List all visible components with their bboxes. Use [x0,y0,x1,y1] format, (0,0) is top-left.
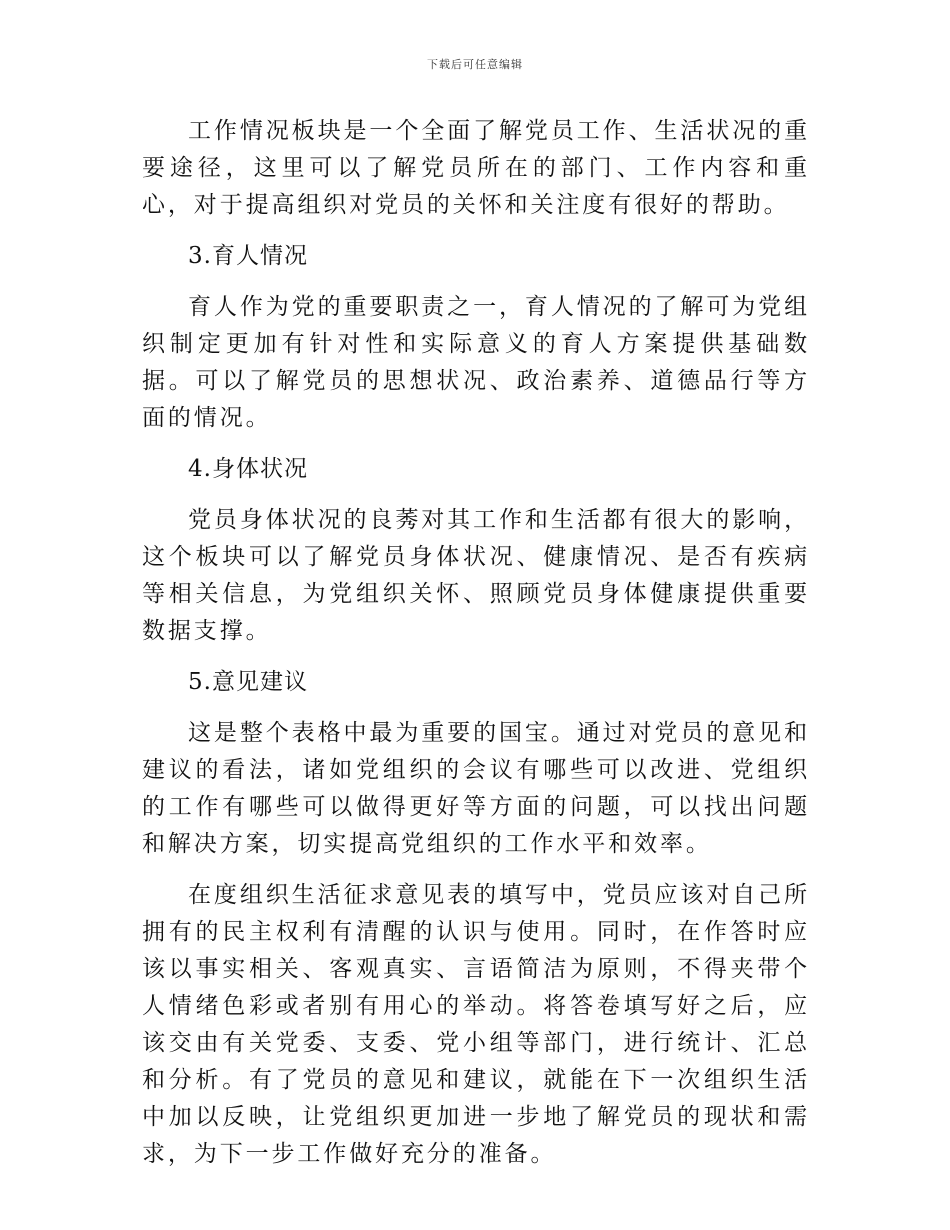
paragraph-work-situation: 工作情况板块是一个全面了解党员工作、生活状况的重要途径，这里可以了解党员所在的部门、工作内容和重心，对于提高组织对党员的关怀和关注度有很好的帮助。 [142,118,810,218]
paragraph-suggestions: 这是整个表格中最为重要的国宝。通过对党员的意见和建议的看法，诸如党组织的会议有哪些可以改进、党组织的工作有哪些可以做得更好等方面的问题，可以找出问题和解决方案，切实提高党组织的工作水平和效率。 [142,720,810,857]
section-heading-health: 4.身体状况 [188,456,308,482]
paragraph-conclusion: 在度组织生活征求意见表的填写中，党员应该对自己所拥有的民主权利有清醒的认识与使用。同时，在作答时应该以事实相关、客观真实、言语简洁为原则，不得夹带个人情绪色彩或者别有用心的举动。将答卷填写好之后，应该交由有关党委、支委、党小组等部门，进行统计、汇总和分析。有了党员的意见和建议，就能在下一次组织生活中加以反映，让党组织更加进一步地了解党员的现状和需求，为下一步工作做好充分的准备。 [142,882,810,1167]
page-header: 下载后可任意编辑 [427,58,523,71]
paragraph-health: 党员身体状况的良莠对其工作和生活都有很大的影响，这个板块可以了解党员身体状况、健康情况、是否有疾病等相关信息，为党组织关怀、照顾党员身体健康提供重要数据支撑。 [142,507,810,644]
section-heading-suggestions: 5.意见建议 [188,669,308,695]
paragraph-education: 育人作为党的重要职责之一，育人情况的了解可为党组织制定更加有针对性和实际意义的育人方案提供基础数据。可以了解党员的思想状况、政治素养、道德品行等方面的情况。 [142,294,810,431]
section-heading-education: 3.育人情况 [188,243,308,269]
document-body [142,113,810,1173]
